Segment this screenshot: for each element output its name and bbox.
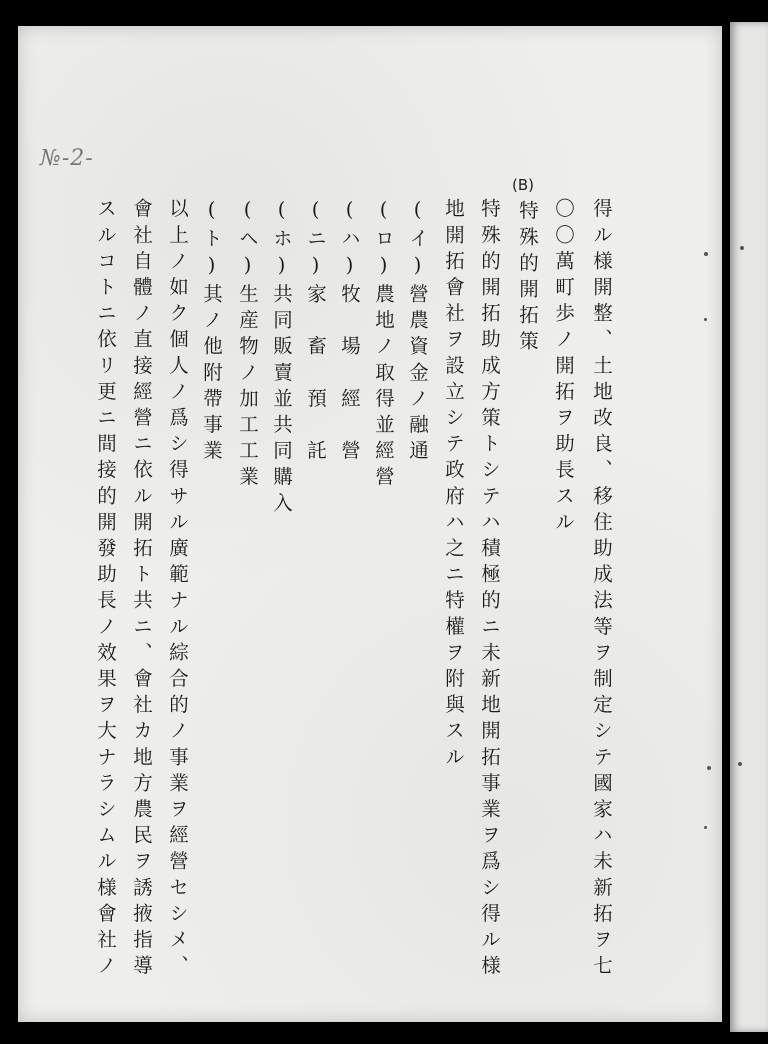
scan-speck <box>704 252 708 256</box>
text-column-7: (ロ)農地ノ取得並經營 <box>372 198 395 493</box>
scan-speck <box>738 762 742 766</box>
margin-note: №-2- <box>40 146 94 171</box>
text-column-9: (ニ)家 畜 預 託 <box>304 198 327 466</box>
text-column-11: (ヘ)生産物ノ加工工業 <box>236 198 259 493</box>
text-column-4: 特殊的開拓助成方策トシテハ積極的ニ未新地開拓事業ヲ爲シ得ル様 <box>478 198 501 981</box>
text-column-12: (ト)其ノ他附帶事業 <box>200 198 223 466</box>
adjacent-page-edge <box>730 22 768 1032</box>
text-column-2: 〇〇萬町歩ノ開拓ヲ助長スル <box>552 198 575 538</box>
scan-speck <box>704 826 707 829</box>
document-page <box>18 26 722 1022</box>
scan-speck <box>707 766 711 770</box>
text-column-14: 會社自體ノ直接經營ニ依ル開拓ト共ニ、會社カ地方農民ヲ誘掖指導 <box>130 198 153 981</box>
scan-speck <box>704 318 707 321</box>
text-column-3: 特殊的開拓策 <box>516 200 539 357</box>
text-column-13: 以上ノ如ク個人ノ爲シ得サル廣範ナル綜合的ノ事業ヲ經營セシメ、 <box>166 198 189 981</box>
text-column-15: スルコトニ依リ更ニ間接的開發助長ノ效果ヲ大ナラシムル様會社ノ <box>94 198 117 981</box>
text-column-8: (ハ)牧 場 經 營 <box>338 198 361 466</box>
section-label: (B) <box>512 176 534 194</box>
text-column-10: (ホ)共同販賣並共同購入 <box>270 198 293 519</box>
scan-speck <box>740 246 744 250</box>
text-column-5: 地開拓會社ヲ設立シテ政府ハ之ニ特權ヲ附與スル <box>442 198 465 773</box>
text-column-1: 得ル様開整、土地改良、移住助成法等ヲ制定シテ國家ハ未新拓ヲ七 <box>590 198 613 981</box>
text-column-6: (イ)營農資金ノ融通 <box>406 198 429 466</box>
